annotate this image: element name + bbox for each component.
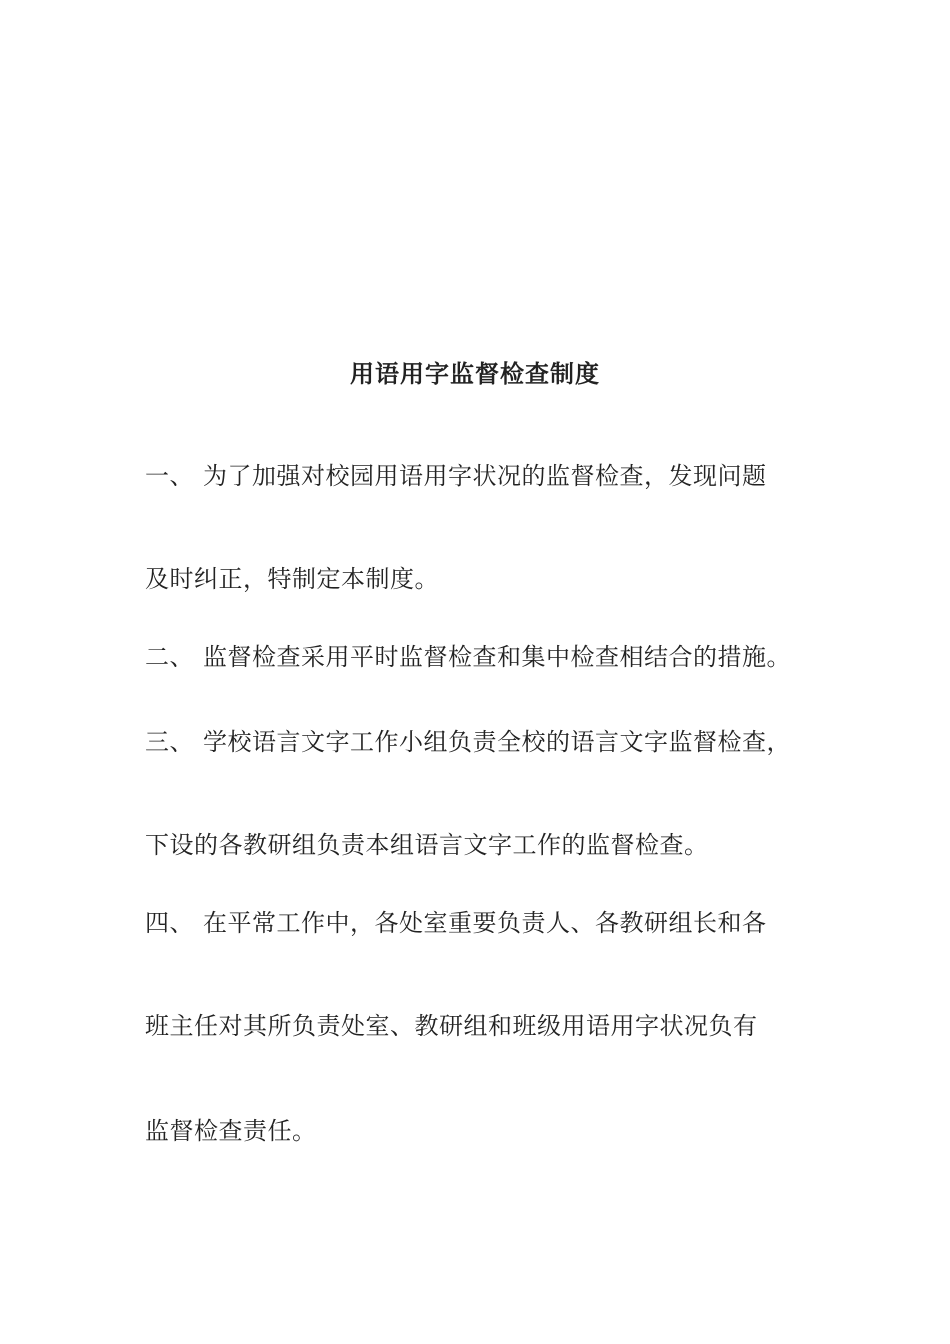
paragraph-text: 下设的各教研组负责本组语言文字工作的监督检查。 (145, 831, 709, 859)
paragraph-text: 班主任对其所负责处室、教研组和班级用语用字状况负有 (145, 1012, 758, 1040)
section-number: 四、 (145, 909, 194, 937)
paragraph-line (145, 561, 439, 597)
document-title: 用语用字监督检查制度 (350, 359, 600, 388)
section-number: 二、 (145, 643, 194, 671)
paragraph-text: 监督检查采用平时监督检查和集中检查相结合的措施。 (203, 643, 791, 671)
section-number: 三、 (145, 728, 194, 756)
paragraph-text: 在平常工作中，各处室重要负责人、各教研组长和各 (203, 909, 767, 937)
paragraph-text: 学校语言文字工作小组负责全校的语言文字监督检查， (203, 728, 791, 756)
paragraph-line (145, 1008, 758, 1044)
paragraph-text: 为了加强对校园用语用字状况的监督检查，发现问题 (203, 462, 767, 490)
paragraph-text: 及时纠正，特制定本制度。 (145, 565, 439, 593)
paragraph-line (145, 905, 767, 941)
paragraph-line (145, 724, 791, 760)
paragraph-line (145, 827, 709, 863)
paragraph-line (145, 458, 767, 494)
paragraph-line (145, 639, 791, 675)
section-number: 一、 (145, 462, 194, 490)
paragraph-text: 监督检查责任。 (145, 1117, 317, 1145)
paragraph-line (145, 1113, 317, 1149)
